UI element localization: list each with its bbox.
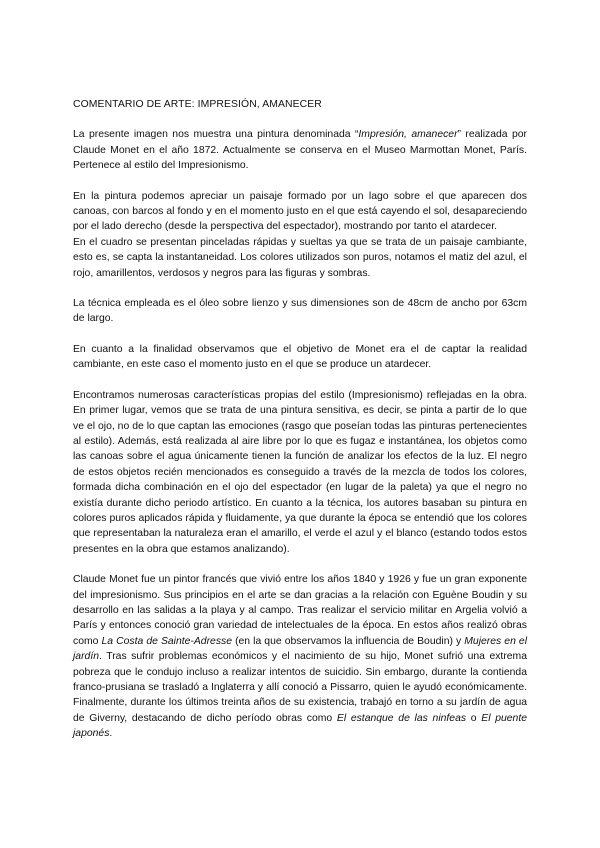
artwork-title-mujeres-jardin: Mujeres en el jardín (73, 635, 528, 663)
paragraph-brushwork: En el cuadro se presentan pinceladas rápidas y sueltas ya que se trata de un paisaje cambiante, esto es, se capta la instantaneidad. Los colores utilizados son puros, notamos el matiz del azul, el rojo, amarillentos, verdosos y negros para las figuras y sombras. (73, 236, 527, 279)
artwork-title-sainte-adresse: La Costa de Sainte-Adresse (101, 635, 232, 647)
intro-text-a: La presente imagen nos muestra una pintura denominada “ (73, 129, 359, 141)
artwork-title-estanque-ninfeas: El estanque de las ninfeas (336, 712, 467, 724)
paragraph-purpose: En cuanto a la finalidad observamos que el objetivo de Monet era el de captar la realidad cambiante, en este caso el momento justo en el que se produce un atardecer. (73, 343, 527, 371)
paragraph-intro (73, 127, 527, 173)
intro-text-b: ” realizada por Claude Monet en el año 1872. Actualmente se conserva en el Museo Marmottan Monet, París. Pertenece al estilo del Impresionismo. (73, 129, 527, 172)
paragraph-biography (73, 572, 527, 741)
document-page (73, 97, 527, 757)
paragraph-technique: La técnica empleada es el óleo sobre lienzo y sus dimensiones son de 48cm de ancho por 63cm de largo. (73, 298, 527, 325)
bio-text-c: . Tras sufrir problemas económicos y el nacimiento de su hijo, Monet sufrió una extrema pobreza que le condujo incluso a realizar intentos de suicidio. Sin embargo, durante la contienda franco-prusiana se trasladó a Inglaterra y allí conoció a Pissarro, quien le ayudó económicamente. Finalmente, durante los últimos treinta años de su existencia, trabajó en torno a su jardín de agua de Giverny, destacando de dicho período obras como (73, 651, 527, 724)
bio-text-e: . (109, 728, 113, 740)
bio-text-a: Claude Monet fue un pintor francés que vivió entre los años 1840 y 1926 y fue un gran exponente del impresionismo. Sus principios en el arte se dan gracias a la relación con Eguène Boudin y su desarrollo en las salidas a la playa y al campo. Tras realizar el servicio militar en Argelia volvió a París y entonces conoció gran variedad de intelectuales de la época. En estos años realizó obras como (73, 574, 527, 647)
paragraph-characteristics: Encontramos numerosas características propias del estilo (Impresionismo) reflejadas en la obra. En primer lugar, vemos que se trata de una pintura sensitiva, es decir, se pinta a partir de lo que ve el ojo, no de lo que captan las emociones (rasgo que poseían todas las pinturas pertenecientes al estilo). Además, está realizada al aire libre por lo que es fugaz e instantánea, los objetos como las canoas sobre el agua únicamente tienen la función de analizar los efectos de la luz. El negro de estos objetos recién mencionados es conseguido a través de la mezcla de todos los colores, formada dicha combinación en el ojo del espectador (en lugar de la paleta) ya que el negro no existía durante dicho periodo artístico. En cuanto a la técnica, los autores basaban su pintura en colores puros aplicados rápida y fluidamente, ya que durante la época se entendió que los colores que representaban la naturaleza eran el amarillo, el verde el azul y el blanco (estando todos estos presentes en la obra que estamos analizando). (73, 389, 527, 555)
bio-text-d: o (466, 712, 482, 724)
bio-text-b: (en la que observamos la influencia de Boudin) y (232, 635, 465, 647)
document-title: COMENTARIO DE ARTE: IMPRESIÓN, AMANECER (73, 99, 322, 110)
artwork-title-impresion-amanecer: Impresión, amanecer (358, 129, 458, 141)
paragraph-description: En la pintura podemos apreciar un paisaje formado por un lago sobre el que aparecen dos canoas, con barcos al fondo y en el momento justo en el que está cayendo el sol, desapareciendo por el lado derecho (desde la perspectiva del espectador), mostrando por tanto el atardecer. (73, 190, 527, 233)
artwork-title-puente-japones: El puente japonés (73, 712, 527, 740)
